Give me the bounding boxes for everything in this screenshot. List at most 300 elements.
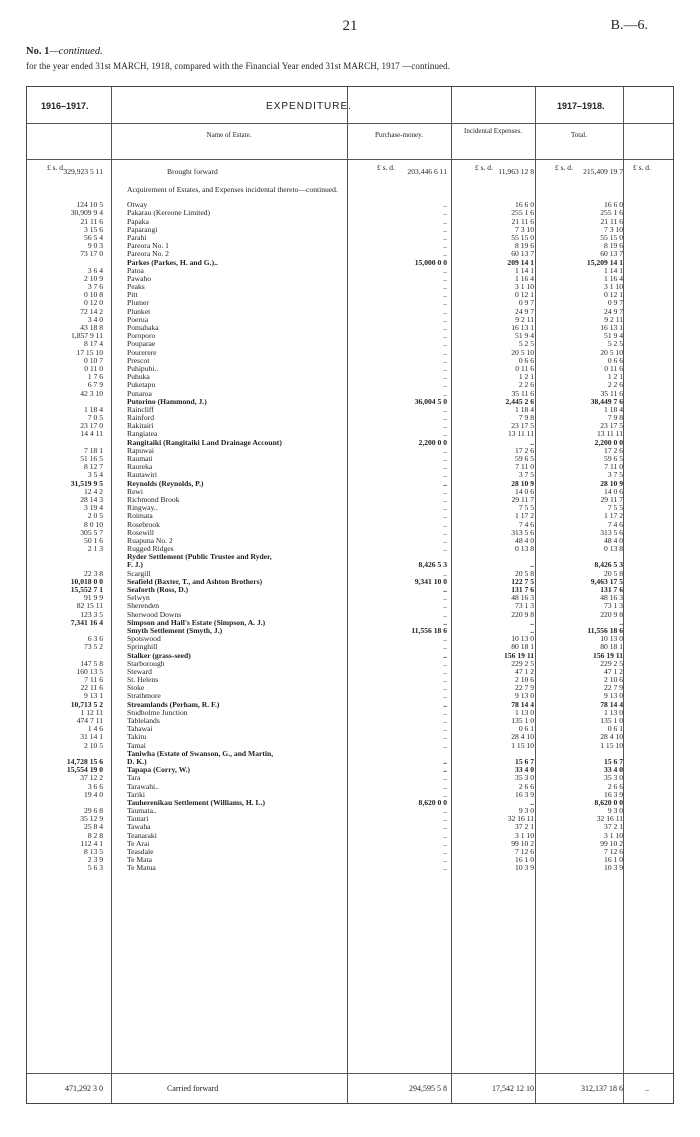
- prev-year-amount: 15,552 7 1: [70, 585, 103, 594]
- prev-year-amount: 7 11 6: [84, 675, 103, 685]
- total-amount: 23 17 5: [600, 421, 623, 431]
- prev-year-amount: 124 10 5: [76, 200, 103, 210]
- purchase-money: ..: [443, 642, 447, 652]
- estate-name: Putorino (Hammond, J.): [127, 396, 207, 406]
- incidental-expenses: 0 11 6: [515, 363, 534, 373]
- total-amount: 220 9 8: [600, 609, 623, 619]
- purchase-money: ..: [443, 814, 447, 824]
- total-amount: 2,200 0 0: [594, 437, 623, 447]
- prev-year-amount: 147 5 8: [80, 658, 103, 668]
- estate-name: Smyth Settlement (Smyth, J.): [127, 625, 223, 635]
- incidental-expenses: 0 6 1: [518, 724, 534, 734]
- total-amount: 5 2 5: [607, 339, 623, 349]
- incidental-expenses: ..: [530, 437, 534, 447]
- incidental-expenses: 37 2 1: [515, 822, 534, 832]
- incidental-expenses: 59 6 5: [515, 454, 534, 463]
- total-amount: 60 13 7: [600, 249, 623, 259]
- table-row: [27, 799, 673, 807]
- purchase-money: ..: [443, 306, 447, 316]
- total-amount: 78 14 4: [600, 699, 623, 709]
- incidental-expenses: 1 18 4: [515, 404, 534, 414]
- prev-year-amount: 305 5 7: [80, 527, 103, 537]
- prev-year-amount: 1 7 6: [87, 372, 103, 382]
- prev-year-amount: 1 12 11: [80, 707, 103, 717]
- estate-name: Poroporo: [127, 331, 156, 341]
- table-row: [27, 250, 673, 258]
- estate-name: Rainford: [127, 413, 154, 423]
- total-amount: 20 5 8: [604, 568, 623, 578]
- prev-year-amount: 3 4 0: [87, 314, 103, 324]
- incidental-expenses: 313 5 6: [511, 527, 534, 537]
- incidental-expenses: ..: [530, 625, 534, 635]
- purchase-money: ..: [443, 740, 447, 750]
- estate-name: Tarawahi..: [127, 781, 159, 791]
- prev-year-amount: 8 12 7: [84, 462, 103, 472]
- incidental-expenses: 78 14 4: [511, 699, 534, 709]
- table-row: [27, 496, 673, 504]
- purchase-money: ..: [443, 331, 447, 341]
- table-row: [27, 570, 673, 578]
- table-row: [27, 463, 673, 471]
- purchase-money: ..: [443, 634, 447, 644]
- total-amount: 80 18 1: [600, 642, 623, 652]
- prev-year-amount: 91 9 9: [84, 593, 103, 603]
- total-amount: 7 5 5: [607, 503, 623, 513]
- total-amount: 255 1 6: [600, 208, 623, 218]
- table-row: [27, 807, 673, 815]
- table-row: [27, 832, 673, 840]
- table-row: [27, 340, 673, 348]
- table-row: [27, 521, 673, 529]
- estate-name: Plumer: [127, 298, 149, 308]
- prev-year-amount: 3 5 4: [87, 470, 103, 480]
- incidental-expenses: 9 3 0: [518, 806, 534, 816]
- purchase-money: ..: [443, 224, 447, 234]
- total-amount: 38,449 7 6: [590, 396, 623, 406]
- purchase-money: ..: [443, 765, 447, 775]
- table-row: [27, 815, 673, 823]
- table-row: [27, 209, 673, 217]
- purchase-money: ..: [443, 413, 447, 423]
- prev-year-amount: 112 4 1: [80, 838, 103, 848]
- total-amount: 1 13 0: [604, 707, 623, 717]
- table-row: [27, 455, 673, 463]
- purchase-money: ..: [443, 675, 447, 685]
- incidental-expenses: 16 6 0: [515, 200, 534, 210]
- purchase-money: ..: [443, 609, 447, 619]
- purchase-money: ..: [443, 404, 447, 414]
- incidental-expenses: 51 9 4: [515, 331, 534, 341]
- total-amount: 16 13 1: [600, 323, 623, 332]
- estate-name: Rangitaiki (Rangitaiki Land Drainage Account): [127, 437, 282, 447]
- incidental-expenses: 9 2 11: [515, 314, 534, 324]
- table-row: [27, 709, 673, 717]
- table-row: [27, 430, 673, 438]
- purchase-money: ..: [443, 208, 447, 218]
- purchase-money: ..: [443, 249, 447, 259]
- incidental-expenses: 32 16 11: [507, 814, 534, 824]
- incidental-expenses: 47 1 2: [515, 666, 534, 676]
- document-code: B.—6.: [610, 18, 648, 33]
- incidental-expenses: 17 2 6: [515, 445, 534, 455]
- incidental-expenses: 2 6 6: [518, 781, 534, 791]
- prev-year-amount: 31 14 1: [80, 732, 103, 742]
- prev-year-amount: 0 11 0: [84, 363, 103, 373]
- incidental-expenses: 10 13 0: [511, 634, 534, 644]
- table-row: [27, 652, 673, 660]
- purchase-money: ..: [443, 724, 447, 734]
- table-row: [27, 365, 673, 373]
- purchase-money: ..: [443, 830, 447, 840]
- table-row: [27, 349, 673, 357]
- table-row: [27, 357, 673, 365]
- purchase-money: 8,426 5 3: [418, 560, 447, 570]
- estate-name: Taniwha (Estate of Swanson, G., and Martin,: [127, 748, 274, 758]
- estate-name: Parahi: [127, 232, 147, 242]
- estate-name: Rewi: [127, 486, 144, 496]
- estate-name: Tariki: [127, 789, 146, 799]
- incidental-expenses: ..: [530, 560, 534, 570]
- incidental-expenses: 15 6 7: [515, 756, 534, 766]
- lsd-right: £ s. d.: [633, 163, 651, 172]
- table-row: [27, 864, 673, 872]
- estate-name: Tamai: [127, 740, 146, 750]
- total-amount: 16 6 0: [604, 200, 623, 210]
- total-amount: 131 7 6: [600, 585, 623, 594]
- incidental-expenses: 33 4 0: [515, 765, 534, 775]
- estate-name: Pareora No. 1: [127, 241, 169, 251]
- table-row: [27, 267, 673, 275]
- estate-name: Teasdale: [127, 847, 154, 856]
- purchase-money: ..: [443, 732, 447, 742]
- purchase-money: ..: [443, 568, 447, 578]
- total-amount: 16 3 9: [604, 789, 623, 799]
- year-previous: 1916–1917.: [41, 101, 89, 111]
- total-amount: 32 16 11: [596, 814, 623, 824]
- incidental-expenses: 13 11 11: [507, 429, 534, 439]
- table-row: [27, 226, 673, 234]
- estate-name: Papaka: [127, 216, 149, 226]
- total-amount: 9 13 0: [604, 691, 623, 701]
- purchase-money: ..: [443, 282, 447, 292]
- estate-name: Selwyn: [127, 593, 150, 603]
- table-row: [27, 611, 673, 619]
- incidental-expenses: 7 3 10: [515, 224, 534, 234]
- purchase-money: ..: [443, 216, 447, 226]
- total-amount: 8,426 5 3: [594, 560, 623, 570]
- prev-year-amount: 22 11 6: [80, 683, 103, 693]
- expenditure-table: 1916–1917. EXPENDITURE. 1917–1918. Name of Estate. Purchase-money. Incidental Expenses. Total. £ s. d. £ s. d. £ s. d. £ s. d. £ s. d. 329,923 5 11 Brought forward 203,446 6 11 11,963 12 8 215,409 19 7 Acquirement of Estates, and Expenses incidental thereto—continued. 124 10 5 Otway .. 16 6 0 16 6 0 30,909 9 4 Pakarau (Kereone Limited) .. 255 1 6 255 1 6 21 11 6 Papaka .. 21 11 6 21 11 6 3 15 6 Paparangi .. 7 3 10 7 3 10 56 5 4 Parahi .. 55 15 0 55 15 0 9 0 3 Pareora No. 1 .. 8 19 6 8 19 6 73 17 0 Pareora No. 2 .. 60 13 7 60 13 7 Parkes (Parkes, H. and G.).. 15,000 0 0 209 14 1 15,209 14 1 3 6 4 Patoa .. 1 14 1 1 14 1 2 10 9 Pawaho .. 1 16 4 1 16 4 3 7 6 Peaks .. 3 1 10 3 1 10 0 10 8 Pitt .. 0 12 1 0 12 1 0 12 0 Plumer .. 0 9 7 0 9 7 72 14 2 Plunket .. 24 9 7 24 9 7 3 4 0 Poerua .. 9 2 11 9 2 11 43 18 8 Pomahaka .. 16 13 1 16 13 1 1,857 9 11 Poroporo .. 51 9 4 51 9 4 8 17 4 Pouparae .. 5 2 5 5 2 5 17 15 10 Pourerere .. 20 5 10 20 5 10 0 10 7 Prescot .. 0 6 6 0 6 6 0 11 0 Puhipuhi.. .. 0 11 6 0 11 6 1 7 6 Puhuka .. 1 2 1 1 2 1 6 7 9 Puketapu .. 2 2 6 2 2 6 42 3 10 Punaroa .. 35 11 6 35 11 6 Putorino (Hammond, J.) 36,004 5 0 2,445 2 6 38,449 7 6 1 18 4 Raincliff .. 1 18 4 1 18 4 7 0 5 Rainford .. 7 9 8 7 9 8 23 17 0 Rakitairi .. 23 17 5 23 17 5 14 4 11 Rangiatea .. 13 11 11 13 11 11 Rangitaiki (Rangitaiki Land Drainage Account) 2,200 0 0 .. 2,200 0 0 7 18 1 Rapuwai .. 17 2 6 17 2 6 51 16 5 Raumati .. 59 6 5 59 6 5 8 12 7 Raureka .. 7 11 0 7 11 0 3 5 4 Rautawiri .. 3 7 5 3 7 5 31,519 9 5 Reynolds (Reynolds, P.) .. 28 10 9 28 10 9 12 4 2 Rewi .. 14 0 6 14 0 6 28 14 3 Richmond Brook .. 29 11 7 29 11 7 3 19 4 Ringway.. .. 7 5 5 7 5 5 2 0 5 Roimata .. 1 17 2 1 17 2 8 0 10 Rosebrook .. 7 4 6 7 4 6 305 5 7 Rosewill .. 313 5 6 313 5 6 50 1 6 Ruapuna No. 2 .. 48 4 0 48 4 0 2 1 3 Rugged Ridges .. 0 13 8 0 13 8 Ryder Settlement (Public Trustee and Ryder, F. J.) 8,426 5 3 .. 8,426 5 3 22 3 8 Scargill .. 20 5 8 20 5 8 10,018 0 0 Seafield (Baxter, T., and Ashton Brothers) 9,341 10 0 122 7 5 9,463 17 5 15,552 7 1 Seaforth (Ross, D.) .. 131 7 6 131 7 6 91 9 9 Selwyn .. 48 16 3 48 16 3 82 15 11 Sherenden .. 73 1 3 73 1 3 123 3 5 Sherwood Downs .. 220 9 8 220 9 8 7,341 16 4 Simpson and Hall's Estate (Simpson, A. J.) .. .. .. Smyth Settlement (Smyth, J.) 11,556 18 6 .. 11,556 18 6 6 3 6 Spotswood .. 10 13 0 10 13 0 73 5 2 Springhill .. 80 18 1 80 18 1 Stalker (grass-seed) .. 156 19 11 156 19 11 147 5 8 Starborough .. 229 2 5 229 2 5 160 13 5 Steward .. 47 1 2 47 1 2 7 11 6 St. Helens .. 2 10 6 2 10 6 22 11 6 Stoke .. 22 7 9 22 7 9 9 13 1 Strathmore .. 9 13 0 9 13 0 10,713 5 2 Streamlands (Perham, R. F.) .. 78 14 4 78 14 4 1 12 11 Studholme Junction .. 1 13 0 1 13 0 474 7 11 Tablelands .. 135 1 0 135 1 0 1 4 6 Tahawai .. 0 6 1 0 6 1 31 14 1 Takitu .. 28 4 10 28 4 10 2 10 5 Tamai .. 1 15 10 1 15 10 Taniwha (Estate of Swanson, G., and Martin, 14,728 15 6 D. K.) .. 15 6 7 15 6 7 15,554 19 0 Tapapa (Corry, W.) .. 33 4 0 33 4 0 37 12 2 Tara .. 35 3 0 35 3 0 3 6 6 Tarawahi.. .. 2 6 6 2 6 6 19 4 0 Tariki .. 16 3 9 16 3 9 Tauherenikau Settlement (Williams, H. L.) 8,620 0 0 .. 8,620 0 0 29 6 8 Taumata.. .. 9 3 0 9 3 0 35 12 9 Tautari .. 32 16 11 32 16 11 25 8 4 Tawaha .. 37 2 1 37 2 1 8 2 8 Teanaraki .. 3 1 10 3 1 10 112 4 1 Te Arai .. 99 10 2 99 10 2 8 13 5 Teasdale .. 7 12 6 7 12 6 2 3 9 Te Mata .. 16 1 0 16 1 0 5 6 3 Te Matua .. 10 3 9 10 3 9 471,292 3 0 Carried forward 294,595 5 8 17,542 12 10 312,137 18 6 ..: [26, 86, 674, 1104]
- estate-name: Teanaraki: [127, 830, 157, 840]
- purchase-money: ..: [443, 683, 447, 693]
- table-row: [27, 398, 673, 406]
- incidental-expenses: 135 1 0: [511, 716, 534, 725]
- table-row: [27, 480, 673, 488]
- total-amount: 0 6 1: [607, 724, 623, 734]
- incidental-expenses: ..: [530, 617, 534, 627]
- purchase-money: 36,004 5 0: [414, 396, 447, 406]
- estate-name: Rapuwai: [127, 445, 154, 455]
- purchase-money: ..: [443, 716, 447, 725]
- estate-name: Ryder Settlement (Public Trustee and Ryder,: [127, 552, 272, 562]
- prev-year-amount: 8 0 10: [84, 519, 103, 529]
- table-row: [27, 602, 673, 610]
- table-body: [27, 168, 673, 873]
- table-title: EXPENDITURE.: [266, 101, 352, 112]
- estate-name: Richmond Brook: [127, 494, 180, 504]
- total-amount: 229 2 5: [600, 658, 623, 668]
- purchase-money: ..: [443, 691, 447, 701]
- purchase-money: ..: [443, 756, 447, 766]
- purchase-money: ..: [443, 298, 447, 308]
- total-amount: 15,209 14 1: [586, 257, 623, 267]
- purchase-money: ..: [443, 314, 447, 324]
- prev-year-amount: 29 6 8: [84, 806, 103, 816]
- estate-name: Pouparae: [127, 339, 156, 349]
- prev-year-amount: 2 10 5: [84, 740, 103, 750]
- table-row: [27, 561, 673, 569]
- incidental-expenses: 1 15 10: [511, 740, 534, 750]
- prev-year-amount: 8 17 4: [84, 339, 103, 349]
- table-row: [27, 660, 673, 668]
- table-row: [27, 259, 673, 267]
- estate-name: Seafield (Baxter, T., and Ashton Brothers): [127, 576, 263, 586]
- total-amount: ..: [619, 617, 623, 627]
- table-row: [27, 537, 673, 545]
- purchase-money: ..: [443, 388, 447, 398]
- estate-name: Roimata: [127, 511, 153, 521]
- total-amount: 9,463 17 5: [590, 576, 623, 586]
- incidental-expenses: 29 11 7: [511, 494, 534, 504]
- incidental-expenses: 60 13 7: [511, 249, 534, 259]
- table-row: [27, 299, 673, 307]
- prev-year-amount: 10,018 0 0: [70, 576, 103, 586]
- brought-forward-row: 329,923 5 11 Brought forward 203,446 6 11 11,963 12 8 215,409 19 7: [63, 167, 623, 176]
- table-row: [27, 275, 673, 283]
- estate-name: Scargill: [127, 568, 151, 578]
- total-amount: 1 17 2: [604, 511, 623, 521]
- table-row: [27, 390, 673, 398]
- purchase-money: ..: [443, 658, 447, 668]
- prev-year-amount: 6 7 9: [87, 380, 103, 390]
- prev-year-amount: 22 3 8: [84, 568, 103, 578]
- table-row: [27, 717, 673, 725]
- prev-year-amount: 2 10 9: [84, 273, 103, 283]
- table-row: [27, 488, 673, 496]
- incidental-expenses: 1 17 2: [515, 511, 534, 521]
- total-amount: 7 9 8: [607, 413, 623, 423]
- estate-name: Pawaho: [127, 273, 152, 283]
- table-row: [27, 406, 673, 414]
- incidental-expenses: 2 10 6: [515, 675, 534, 685]
- table-row: [27, 504, 673, 512]
- incidental-expenses: 28 10 9: [511, 478, 534, 488]
- purchase-money: ..: [443, 429, 447, 439]
- lsd-purchase: £ s. d.: [377, 163, 395, 172]
- estate-name: Steward: [127, 666, 152, 676]
- table-row: [27, 553, 673, 561]
- estate-name: Rangiatea: [127, 429, 158, 439]
- incidental-expenses: 28 4 10: [511, 732, 534, 742]
- estate-name: Takitu: [127, 732, 147, 742]
- purchase-money: ..: [443, 666, 447, 676]
- table-row: [27, 766, 673, 774]
- incidental-expenses: 131 7 6: [511, 585, 534, 594]
- purchase-money: ..: [443, 789, 447, 799]
- prev-year-amount: 5 6 3: [87, 863, 103, 873]
- incidental-expenses: 255 1 6: [511, 208, 534, 218]
- subtitle: for the year ended 31st MARCH, 1918, compared with the Financial Year ended 31st MARCH, 1917 —continued.: [26, 61, 451, 71]
- total-amount: 17 2 6: [604, 445, 623, 455]
- prev-year-amount: 30,909 9 4: [70, 208, 103, 218]
- table-row: [27, 439, 673, 447]
- total-amount: 8,620 0 0: [594, 797, 623, 807]
- total-amount: 48 16 3: [600, 593, 623, 603]
- table-row: [27, 234, 673, 242]
- total-amount: 0 9 7: [607, 298, 623, 308]
- table-row: [27, 668, 673, 676]
- prev-year-amount: 0 10 8: [84, 290, 103, 300]
- purchase-money: ..: [443, 273, 447, 283]
- purchase-money: ..: [443, 494, 447, 504]
- purchase-money: ..: [443, 290, 447, 300]
- purchase-money: ..: [443, 593, 447, 603]
- estate-name: Rautawiri: [127, 470, 157, 480]
- estate-name: Stalker (grass-seed): [127, 650, 191, 660]
- estate-name: Pareora No. 2: [127, 249, 169, 259]
- prev-year-amount: 15,554 19 0: [66, 765, 103, 775]
- header-total: Total.: [570, 131, 588, 139]
- prev-year-amount: 3 19 4: [84, 503, 103, 513]
- purchase-money: ..: [443, 380, 447, 390]
- total-amount: 9 2 11: [604, 314, 623, 324]
- purchase-money: ..: [443, 863, 447, 873]
- purchase-money: ..: [443, 265, 447, 275]
- purchase-money: ..: [443, 838, 447, 848]
- total-amount: 20 5 10: [600, 347, 623, 357]
- prev-year-amount: 7 18 1: [84, 445, 103, 455]
- table-row: [27, 578, 673, 586]
- purchase-money: ..: [443, 535, 447, 545]
- prev-year-amount: 0 10 7: [84, 355, 103, 365]
- purchase-money: ..: [443, 773, 447, 783]
- estate-name: Paparangi: [127, 224, 158, 234]
- prev-year-amount: 50 1 6: [84, 535, 103, 545]
- purchase-money: ..: [443, 355, 447, 365]
- prev-year-amount: 1 4 6: [87, 724, 103, 734]
- estate-name: Peaks: [127, 282, 145, 292]
- total-amount: 15 6 7: [604, 756, 623, 766]
- total-amount: 0 11 6: [604, 363, 623, 373]
- incidental-expenses: 0 13 8: [515, 544, 534, 554]
- section-heading: Acquirement of Estates, and Expenses incidental thereto—continued.: [127, 185, 338, 195]
- prev-year-amount: 3 6 6: [87, 781, 103, 791]
- table-row: [27, 774, 673, 782]
- table-row: [27, 381, 673, 389]
- total-amount: 55 15 0: [600, 232, 623, 242]
- prev-year-amount: 2 3 9: [87, 855, 103, 865]
- incidental-expenses: 21 11 6: [511, 216, 534, 226]
- estate-name: Pakarau (Kereone Limited): [127, 208, 211, 218]
- incidental-expenses: 73 1 3: [515, 601, 534, 611]
- purchase-money: ..: [443, 601, 447, 611]
- purchase-money: 15,000 0 0: [414, 257, 447, 267]
- lsd-total: £ s. d.: [555, 163, 573, 172]
- total-amount: 3 7 5: [607, 470, 623, 480]
- estate-name: St. Helens: [127, 675, 159, 685]
- purchase-money: ..: [443, 241, 447, 251]
- prev-year-amount: 6 3 6: [87, 634, 103, 644]
- incidental-expenses: 10 3 9: [515, 863, 534, 873]
- incidental-expenses: 9 13 0: [515, 691, 534, 701]
- total-amount: 14 0 6: [604, 486, 623, 496]
- prev-year-amount: 160 13 5: [76, 666, 103, 676]
- total-amount: 73 1 3: [604, 601, 623, 611]
- table-row: [27, 512, 673, 520]
- estate-name: Ruapuna No. 2: [127, 535, 173, 545]
- prev-year-amount: 0 12 0: [84, 298, 103, 308]
- incidental-expenses: 220 9 8: [511, 609, 534, 619]
- total-amount: 51 9 4: [604, 331, 623, 341]
- purchase-money: ..: [443, 363, 447, 373]
- table-row: [27, 635, 673, 643]
- total-amount: 48 4 0: [604, 535, 623, 545]
- table-row: [27, 447, 673, 455]
- prev-year-amount: 2 0 5: [87, 511, 103, 521]
- incidental-expenses: 156 19 11: [504, 650, 534, 660]
- purchase-money: ..: [443, 462, 447, 472]
- purchase-money: ..: [443, 200, 447, 210]
- total-amount: 1 18 4: [604, 404, 623, 414]
- total-amount: 3 1 10: [604, 830, 623, 840]
- year-current: 1917–1918.: [557, 101, 605, 111]
- incidental-expenses: 0 6 6: [518, 355, 534, 365]
- estate-name: Studholme Junction: [127, 707, 188, 717]
- total-amount: 16 1 0: [604, 855, 623, 865]
- estate-name: Sherenden: [127, 601, 160, 611]
- table-row: [27, 692, 673, 700]
- table-row: [27, 529, 673, 537]
- incidental-expenses: 2 2 6: [518, 380, 534, 390]
- purchase-money: ..: [443, 347, 447, 357]
- prev-year-amount: 72 14 2: [80, 306, 103, 316]
- purchase-money: ..: [443, 650, 447, 660]
- table-row: [27, 783, 673, 791]
- incidental-expenses: 1 13 0: [515, 707, 534, 717]
- total-amount: 7 12 6: [604, 847, 623, 856]
- total-amount: 22 7 9: [604, 683, 623, 693]
- purchase-money: ..: [443, 339, 447, 349]
- prev-year-amount: 17 15 10: [76, 347, 103, 357]
- prev-year-amount: 37 12 2: [80, 773, 103, 783]
- total-amount: 7 3 10: [604, 224, 623, 234]
- table-row: [27, 324, 673, 332]
- estate-name: Stoke: [127, 683, 145, 693]
- incidental-expenses: 8 19 6: [515, 241, 534, 251]
- total-amount: 35 3 0: [604, 773, 623, 783]
- estate-name: Te Arai: [127, 838, 150, 848]
- purchase-money: ..: [443, 617, 447, 627]
- purchase-money: ..: [443, 478, 447, 488]
- purchase-money: ..: [443, 781, 447, 791]
- incidental-expenses: 55 15 0: [511, 232, 534, 242]
- header-incidental: Incidental Expenses.: [464, 127, 522, 135]
- total-amount: 13 11 11: [596, 429, 623, 439]
- purchase-money: ..: [443, 511, 447, 521]
- prev-year-amount: 3 6 4: [87, 265, 103, 275]
- estate-name: Tahawai: [127, 724, 153, 734]
- incidental-expenses: 5 2 5: [518, 339, 534, 349]
